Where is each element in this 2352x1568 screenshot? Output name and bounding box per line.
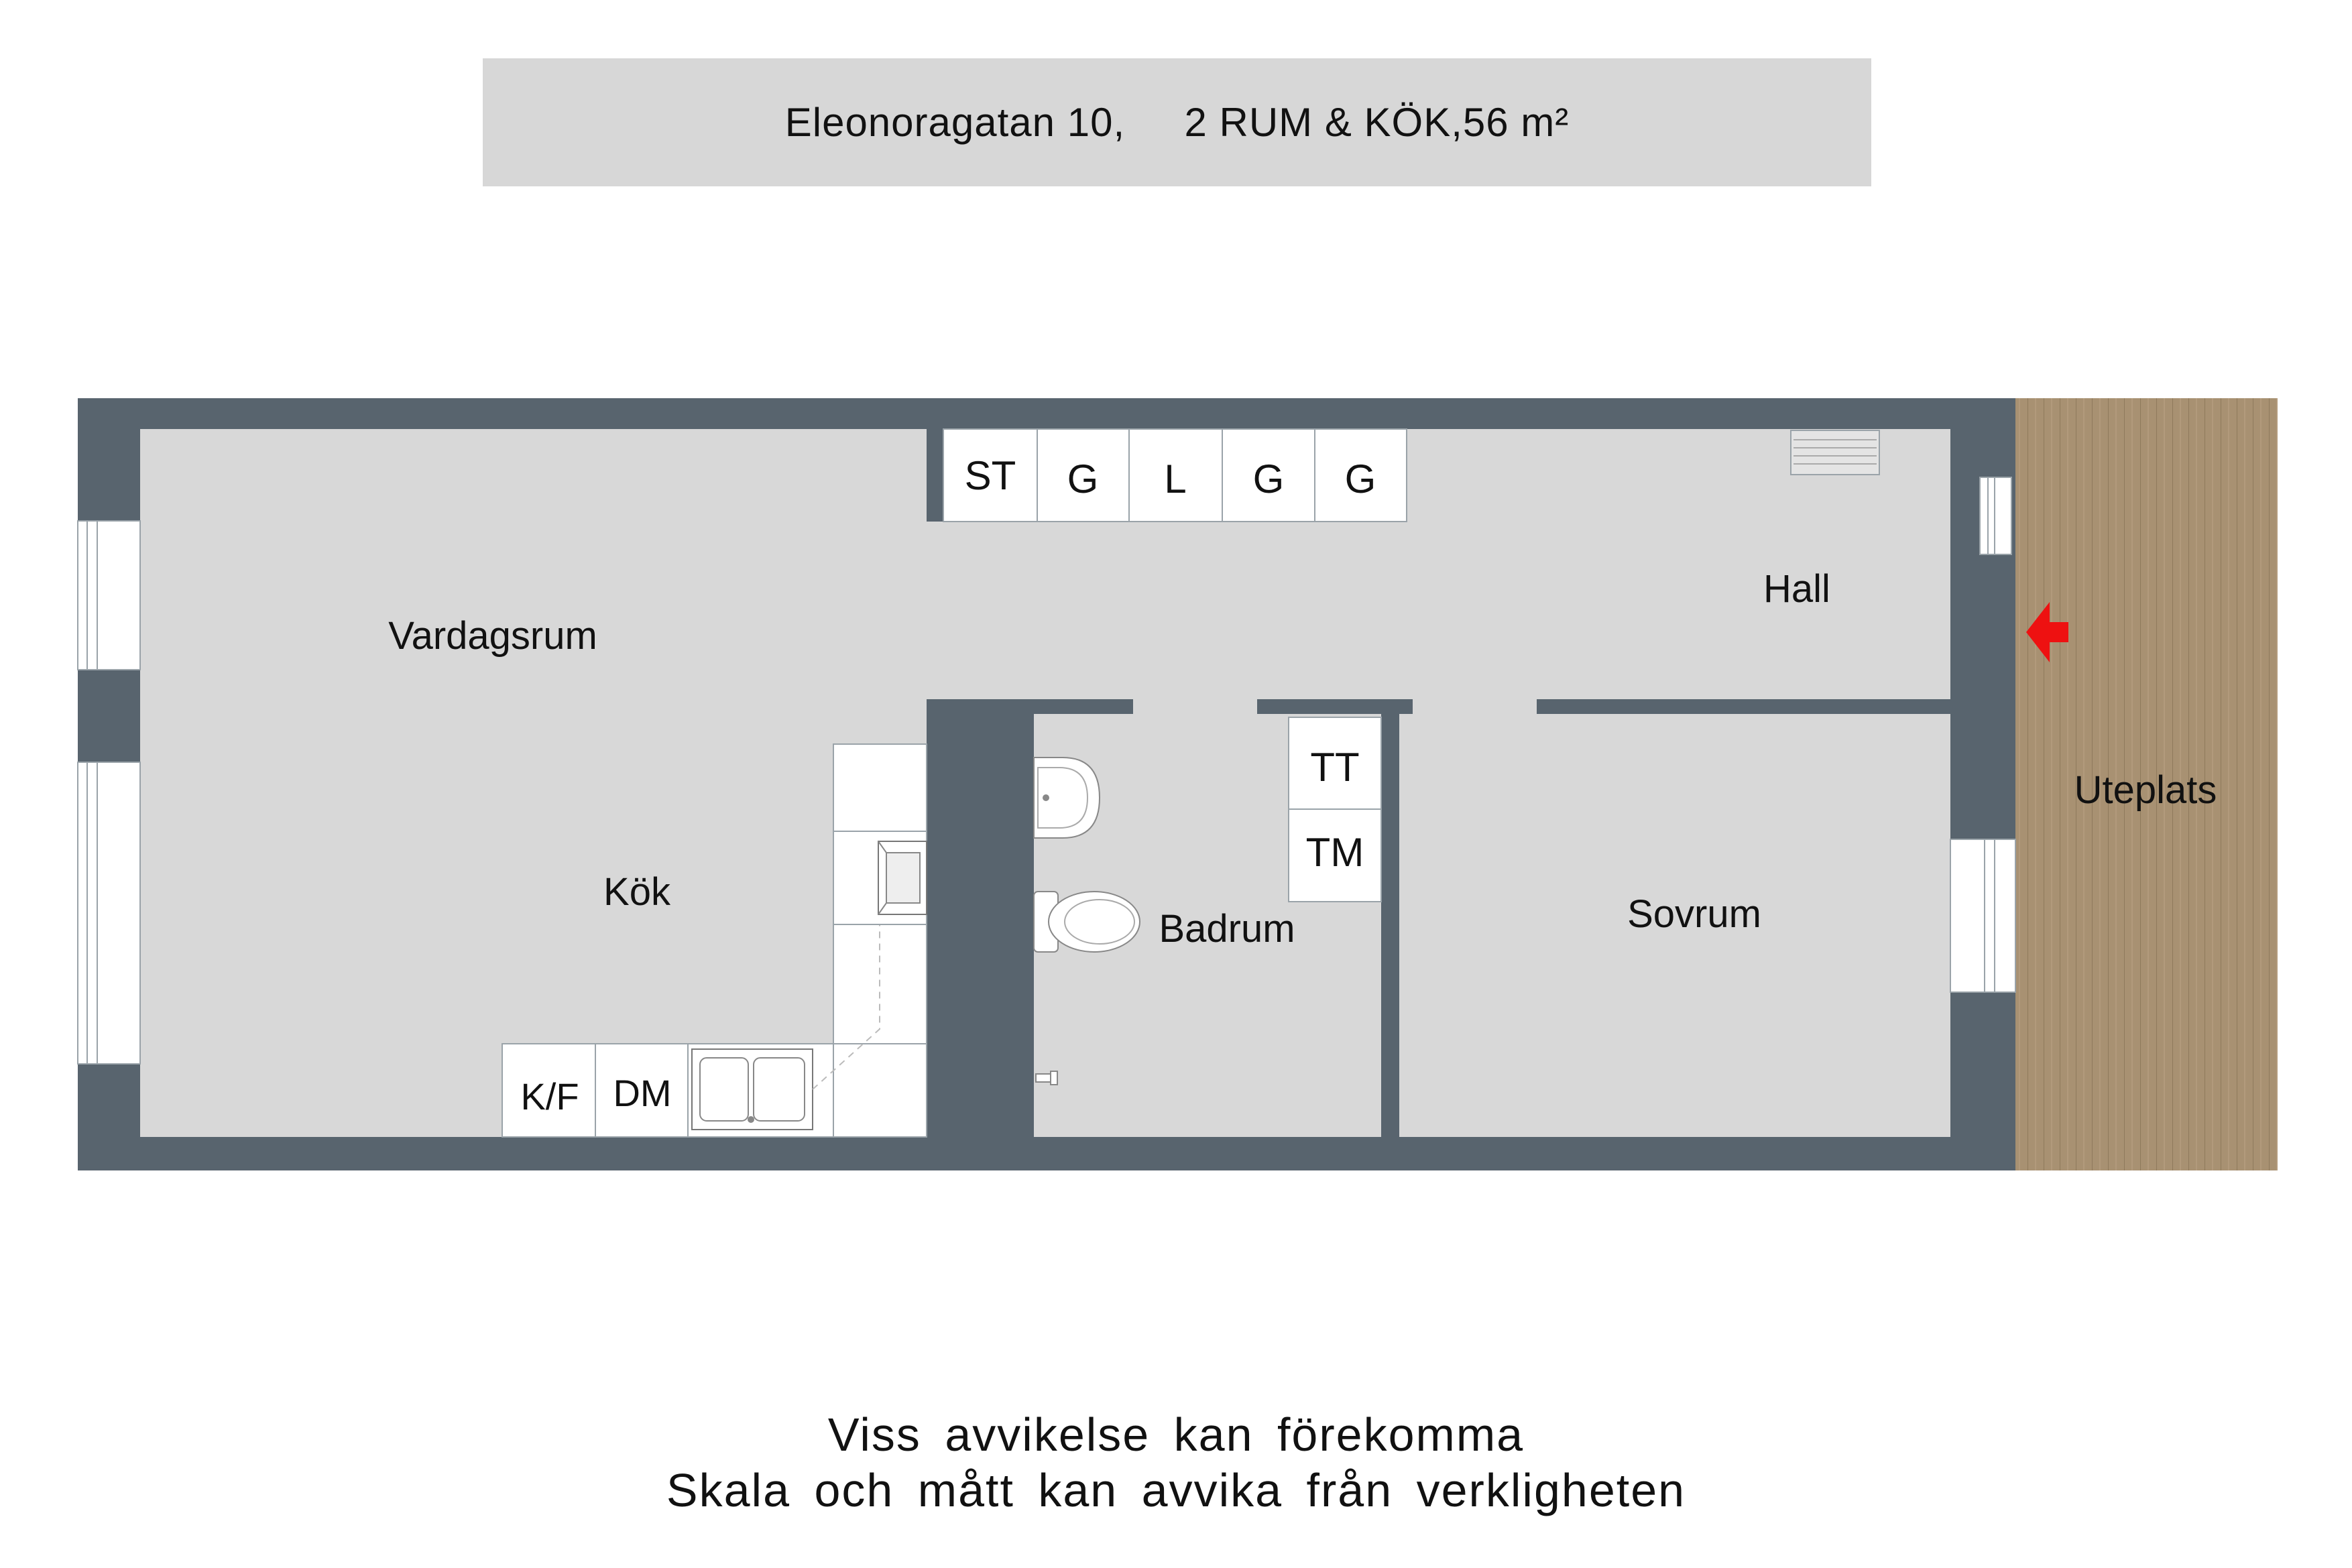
sink-icon <box>692 1049 813 1130</box>
hall-vent <box>1791 430 1879 475</box>
wall-bath-bed <box>1381 714 1399 1137</box>
storage-l: L <box>1164 457 1187 501</box>
disclaimer-line-2: Skala och mått kan avvika från verkligheten <box>666 1464 1686 1516</box>
toilet-icon <box>1034 892 1140 952</box>
drain-icon <box>1036 1071 1057 1085</box>
appliance-tt: TT <box>1310 745 1360 790</box>
storage-st: ST <box>964 453 1016 498</box>
room-kok: Kök <box>603 870 670 914</box>
title-address: Eleonoragatan 10, <box>784 100 1126 145</box>
title-apartment: 2 RUM & KÖK,56 m² <box>1184 100 1570 145</box>
appliance-kf: K/F <box>520 1075 579 1118</box>
storage-g2: G <box>1252 457 1285 501</box>
wall-kitchen-bath <box>927 699 1034 1137</box>
washbasin-icon <box>1034 758 1100 838</box>
room-badrum: Badrum <box>1159 907 1295 951</box>
wall-hall-stub <box>927 429 943 522</box>
hall-notch-wall <box>1950 429 2015 475</box>
wall-bed-hall-top <box>1537 699 2015 714</box>
room-vardagsrum: Vardagsrum <box>388 614 597 658</box>
wall-bath-hall-top <box>1257 699 1413 714</box>
window-hall <box>1980 477 2011 554</box>
room-sovrum: Sovrum <box>1627 892 1761 936</box>
window-sovrum <box>1950 839 2015 992</box>
window-left-bottom <box>78 762 140 1064</box>
room-uteplats: Uteplats <box>2074 768 2217 812</box>
window-left-top <box>78 521 140 670</box>
storage-g1: G <box>1067 457 1099 501</box>
room-hall: Hall <box>1763 567 1830 611</box>
storage-g3: G <box>1344 457 1376 501</box>
stove-icon <box>833 831 927 924</box>
disclaimer-line-1: Viss avvikelse kan förekomma <box>827 1408 1525 1461</box>
appliance-tm: TM <box>1305 830 1364 875</box>
appliance-dm: DM <box>613 1072 672 1114</box>
